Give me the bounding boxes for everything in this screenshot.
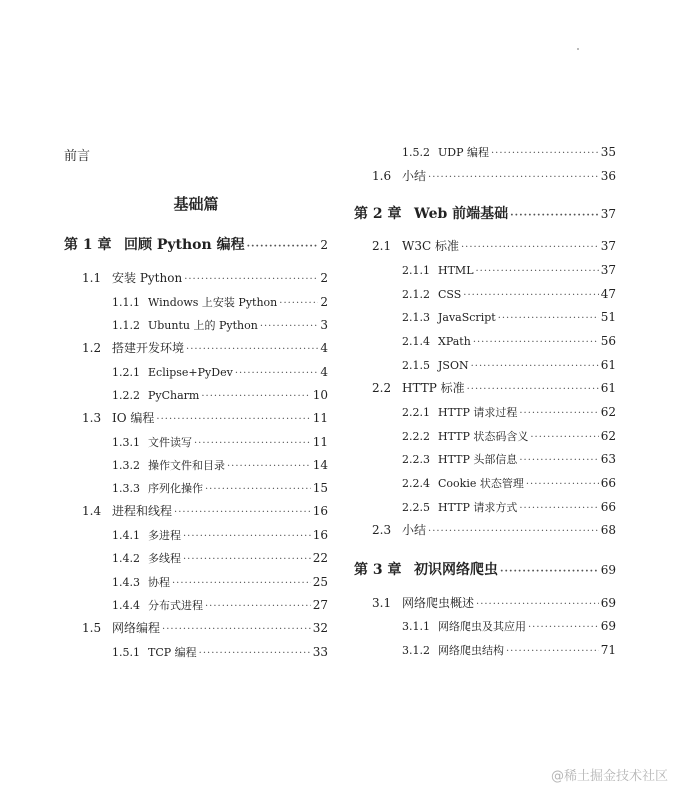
toc-page-number: 4 [320, 365, 328, 379]
toc-page-number: 25 [312, 575, 328, 589]
toc-entry-title: Eclipse+PyDev [148, 366, 233, 379]
toc-entry-title: HTTP 请求方式 [438, 501, 518, 514]
toc-leader-dots [519, 501, 598, 517]
toc-entry [64, 434, 328, 452]
section-heading: 基础篇 [173, 195, 219, 213]
toc-page-number: 11 [312, 435, 328, 449]
toc-entry-number: 2.1.5 [402, 359, 430, 372]
toc-leader-dots [183, 552, 311, 568]
toc-entry-title: IO 编程 [112, 411, 155, 425]
toc-entry-title: 初识网络爬虫 [414, 562, 498, 578]
toc-page-number: 11 [312, 411, 328, 425]
toc-entry-title: CSS [438, 288, 462, 301]
toc-page-number: 69 [600, 563, 616, 577]
toc-entry-title: 多进程 [148, 529, 181, 542]
toc-page-number: 35 [600, 145, 616, 159]
toc-entry-number: 2.2.1 [402, 406, 430, 419]
toc-entry [64, 480, 328, 498]
toc-entry-number: 1.4.4 [112, 599, 140, 612]
toc-page-number: 61 [600, 358, 616, 372]
toc-entry-title: XPath [438, 335, 471, 348]
toc-entry-number: 2.2.5 [402, 501, 430, 514]
toc-entry-title: 分布式进程 [148, 599, 203, 612]
toc-leader-dots [530, 430, 598, 446]
toc-entry-title: 序列化操作 [148, 482, 203, 495]
toc-leader-dots [199, 646, 311, 662]
toc-chapter-entry [64, 236, 328, 256]
toc-chapter-entry [354, 561, 616, 581]
toc-entry-number: 3.1.1 [402, 620, 430, 633]
toc-page-number: 2 [320, 295, 328, 309]
toc-leader-dots [528, 620, 599, 636]
toc-entry-number: 2.1.3 [402, 311, 430, 324]
toc-entry [64, 387, 328, 405]
toc-leader-dots [463, 288, 598, 304]
toc-page-number: 71 [600, 643, 616, 657]
toc-entry-number: 1.5 [82, 621, 102, 635]
toc-entry-title: JavaScript [438, 311, 496, 324]
toc-entry-number: 2.1.2 [402, 288, 430, 301]
toc-entry-title: 小结 [402, 523, 427, 537]
toc-entry [354, 404, 616, 422]
toc-leader-dots [471, 359, 599, 375]
toc-entry-title: Web 前端基础 [414, 206, 509, 222]
toc-entry-number: 1.5.2 [402, 146, 430, 159]
toc-entry-title: Cookie 状态管理 [438, 477, 524, 490]
toc-leader-dots [201, 389, 310, 405]
toc-entry [354, 286, 616, 304]
toc-entry-number: 2.1.1 [402, 264, 430, 277]
toc-entry [64, 317, 328, 335]
toc-entry-number: 1.3.2 [112, 459, 140, 472]
toc-entry-number: 1.5.1 [112, 646, 140, 659]
toc-entry-number: 3.1 [372, 596, 392, 610]
toc-entry-number: 2.3 [372, 523, 392, 537]
toc-entry [64, 620, 328, 638]
toc-page-number: 56 [600, 334, 616, 348]
toc-entry [354, 144, 616, 162]
toc-entry-number: 2.2 [372, 381, 392, 395]
toc-entry [354, 451, 616, 469]
toc-entry [354, 262, 616, 280]
toc-entry-number: 第 3 章 [354, 562, 402, 578]
toc-entry-title: JSON [438, 359, 469, 372]
toc-entry [64, 294, 328, 312]
toc-entry-title: 网络爬虫概述 [402, 596, 475, 610]
toc-entry [354, 618, 616, 636]
toc-page-number: 68 [600, 523, 616, 537]
toc-page-number: 2 [320, 271, 328, 285]
toc-entry [64, 574, 328, 592]
toc-entry-title: Windows 上安装 Python [148, 296, 278, 309]
toc-leader-dots [476, 597, 599, 613]
toc-page-number: 51 [600, 310, 616, 324]
toc-leader-dots [247, 238, 319, 256]
toc-page-number: 36 [600, 169, 616, 183]
toc-entry [354, 168, 616, 186]
toc-leader-dots [519, 453, 598, 469]
toc-entry-number: 1.4.2 [112, 552, 140, 565]
toc-page-number: 2 [320, 238, 328, 252]
toc-leader-dots [428, 170, 599, 186]
toc-page-number: 32 [312, 621, 328, 635]
toc-leader-dots [183, 529, 311, 545]
toc-entry-number: 1.1.2 [112, 319, 140, 332]
toc-page-number: 27 [312, 598, 328, 612]
toc-page-number: 37 [600, 207, 616, 221]
toc-entry-number: 1.3 [82, 411, 102, 425]
toc-entry-title: 操作文件和目录 [148, 459, 225, 472]
toc-page-number: 16 [312, 528, 328, 542]
toc-leader-dots [260, 319, 319, 335]
toc-entry-title: 网络编程 [112, 621, 161, 635]
toc-entry [64, 410, 328, 428]
toc-page-number: 3 [320, 318, 328, 332]
toc-entry [64, 364, 328, 382]
toc-page-number: 62 [600, 429, 616, 443]
toc-entry-number: 2.2.2 [402, 430, 430, 443]
toc-entry-title: 网络爬虫及其应用 [438, 620, 526, 633]
toc-entry [354, 238, 616, 256]
toc-entry [354, 357, 616, 375]
toc-page-number: 14 [312, 458, 328, 472]
toc-entry-number: 1.6 [372, 169, 392, 183]
toc-leader-dots [184, 272, 318, 288]
toc-entry-title: 多线程 [148, 552, 181, 565]
toc-page-number: 61 [600, 381, 616, 395]
toc-page-number: 15 [312, 481, 328, 495]
toc-leader-dots [279, 296, 318, 312]
toc-leader-dots [476, 264, 599, 280]
toc-leader-dots [428, 524, 599, 540]
toc-entry [354, 522, 616, 540]
toc-entry-title: W3C 标准 [402, 239, 459, 253]
toc-entry-number: 1.4.1 [112, 529, 140, 542]
toc-entry-title: 安装 Python [112, 271, 183, 285]
toc-page-number: 62 [600, 405, 616, 419]
toc-chapter-entry [354, 205, 616, 225]
toc-leader-dots [205, 482, 311, 498]
toc-entry [354, 309, 616, 327]
toc-leader-dots [227, 459, 311, 475]
toc-entry-number: 1.2 [82, 341, 102, 355]
toc-page-number: 16 [312, 504, 328, 518]
toc-page-number: 37 [600, 263, 616, 277]
toc-entry-title: HTTP 头部信息 [438, 453, 518, 466]
toc-entry-title: HTML [438, 264, 474, 277]
toc-leader-dots [461, 240, 599, 256]
toc-page-number: 66 [600, 500, 616, 514]
scan-speck [577, 48, 579, 50]
toc-entry-title: 协程 [148, 576, 170, 589]
toc-entry-number: 1.1 [82, 271, 102, 285]
toc-entry-number: 1.1.1 [112, 296, 140, 309]
toc-entry-number: 2.2.3 [402, 453, 430, 466]
toc-entry-number: 1.2.2 [112, 389, 140, 402]
toc-entry-number: 1.2.1 [112, 366, 140, 379]
toc-entry [354, 499, 616, 517]
toc-leader-dots [162, 622, 311, 638]
toc-page-number: 63 [600, 452, 616, 466]
toc-entry [64, 503, 328, 521]
toc-leader-dots [526, 477, 599, 493]
toc-leader-dots [500, 563, 599, 581]
toc-page-number: 47 [600, 287, 616, 301]
toc-entry [64, 527, 328, 545]
toc-entry [64, 340, 328, 358]
toc-leader-dots [235, 366, 319, 382]
toc-page-number: 33 [312, 645, 328, 659]
toc-entry-title: HTTP 标准 [402, 381, 465, 395]
toc-leader-dots [498, 311, 599, 327]
toc-entry-number: 1.3.3 [112, 482, 140, 495]
toc-leader-dots [194, 436, 311, 452]
toc-entry-title: 搭建开发环境 [112, 341, 185, 355]
toc-entry [64, 597, 328, 615]
toc-entry [64, 550, 328, 568]
toc-entry-number: 2.2.4 [402, 477, 430, 490]
toc-leader-dots [467, 382, 599, 398]
toc-leader-dots [506, 644, 599, 660]
toc-entry [354, 475, 616, 493]
toc-leader-dots [491, 146, 599, 162]
toc-leader-dots [186, 342, 318, 358]
toc-entry [354, 428, 616, 446]
toc-entry-number: 第 2 章 [354, 206, 402, 222]
toc-entry-title: 网络爬虫结构 [438, 644, 504, 657]
toc-entry-title: UDP 编程 [438, 146, 489, 159]
toc-page-number: 10 [312, 388, 328, 402]
toc-entry-title: TCP 编程 [148, 646, 197, 659]
toc-page-number: 69 [600, 619, 616, 633]
toc-leader-dots [174, 505, 311, 521]
toc-leader-dots [473, 335, 599, 351]
toc-entry-number: 2.1 [372, 239, 392, 253]
toc-entry-title: 进程和线程 [112, 504, 173, 518]
toc-entry [64, 270, 328, 288]
toc-entry-title: PyCharm [148, 389, 200, 402]
toc-page-number: 37 [600, 239, 616, 253]
toc-entry [354, 595, 616, 613]
toc-entry [64, 457, 328, 475]
toc-entry-title: HTTP 状态码含义 [438, 430, 529, 443]
toc-page-number: 69 [600, 596, 616, 610]
toc-leader-dots [172, 576, 311, 592]
toc-entry-title: Ubuntu 上的 Python [148, 319, 258, 332]
toc-leader-dots [519, 406, 598, 422]
toc-entry-title: 文件读写 [148, 436, 192, 449]
toc-entry-number: 第 1 章 [64, 237, 112, 253]
toc-entry-number: 2.1.4 [402, 335, 430, 348]
toc-entry-number: 3.1.2 [402, 644, 430, 657]
toc-entry-title: 小结 [402, 169, 427, 183]
toc-page-number: 66 [600, 476, 616, 490]
preface-entry: 前言 [64, 149, 91, 164]
toc-entry-number: 1.4 [82, 504, 102, 518]
watermark: @稀土掘金技术社区 [550, 769, 668, 784]
toc-page-number: 4 [320, 341, 328, 355]
toc-entry-title: 回顾 Python 编程 [124, 237, 245, 253]
toc-entry-title: HTTP 请求过程 [438, 406, 518, 419]
toc-leader-dots [510, 207, 599, 225]
toc-entry-number: 1.3.1 [112, 436, 140, 449]
toc-page-number: 22 [312, 551, 328, 565]
toc-entry [354, 380, 616, 398]
toc-entry [354, 642, 616, 660]
toc-entry-number: 1.4.3 [112, 576, 140, 589]
toc-entry [64, 644, 328, 662]
toc-entry [354, 333, 616, 351]
toc-leader-dots [156, 412, 310, 428]
toc-leader-dots [205, 599, 311, 615]
